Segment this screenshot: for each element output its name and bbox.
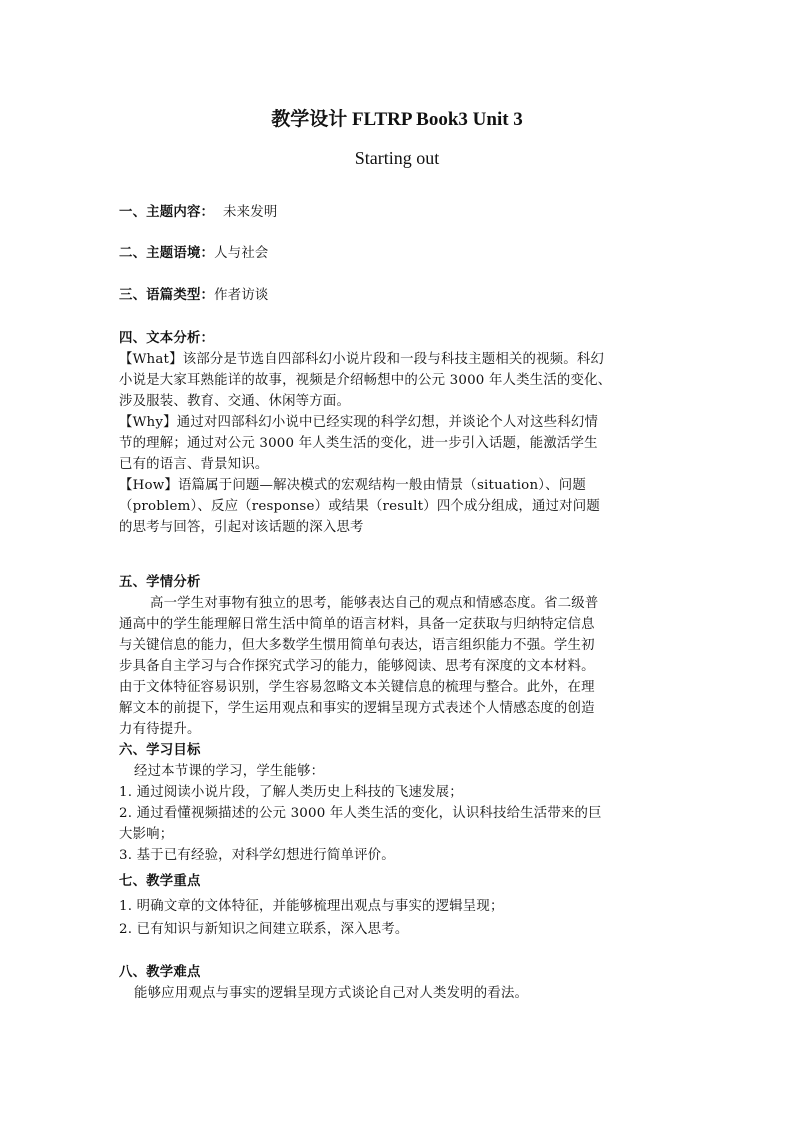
section-text-analysis [119, 328, 679, 538]
section-topic-content [119, 202, 679, 223]
paragraph-line: 节的理解；通过对公元 3000 年人类生活的变化，进一步引入话题，能激活学生 [119, 436, 598, 451]
section-value: 未来发明 [214, 205, 278, 220]
section-teaching-difficulty [119, 962, 679, 1004]
paragraph-line: 高一学生对事物有独立的思考，能够表达自己的观点和情感态度。省二级普 [150, 596, 599, 611]
page-title: 教学设计 FLTRP Book3 Unit 3 [271, 109, 523, 130]
list-item: 1. 明确文章的文体特征，并能够梳理出观点与事实的逻辑呈现； [119, 899, 504, 914]
page-subtitle: Starting out [354, 148, 440, 168]
section-heading: 一、主题内容： [119, 204, 215, 220]
section-heading: 六、学习目标 [119, 742, 201, 758]
paragraph-line: 解文本的前提下，学生运用观点和事实的逻辑呈现方式表述个人情感态度的创造 [119, 701, 595, 716]
section-heading: 五、学情分析 [119, 574, 201, 590]
paragraph-line: 【Why】通过对四部科幻小说中已经实现的科学幻想，并谈论个人对这些科幻情 [119, 415, 599, 430]
list-item: 大影响； [119, 827, 174, 842]
paragraph-line: 力有待提升。 [119, 722, 201, 737]
section-learner-analysis [119, 572, 679, 740]
paragraph-line: 【How】语篇属于问题—解决模式的宏观结构一般由情景（situation）、问题 [119, 478, 586, 493]
section-text-type [119, 285, 679, 306]
paragraph-line: 已有的语言、背景知识。 [119, 457, 269, 472]
paragraph-line: （problem）、反应（response）或结果（result）四个成分组成，通过对问题 [119, 499, 600, 514]
paragraph-line: 的思考与回答，引起对该话题的深入思考 [119, 520, 364, 535]
paragraph-line: 由于文体特征容易识别，学生容易忽略文本关键信息的梳理与整合。此外，在理 [119, 680, 595, 695]
paragraph-line: 小说是大家耳熟能详的故事，视频是介绍畅想中的公元 3000 年人类生活的变化、 [119, 373, 612, 388]
section-value: 人与社会 [214, 246, 269, 261]
paragraph-line: 经过本节课的学习，学生能够： [134, 764, 325, 779]
list-item: 3. 基于已有经验，对科学幻想进行简单评价。 [119, 848, 395, 863]
section-teaching-focus [119, 871, 679, 940]
paragraph-line: 能够应用观点与事实的逻辑呈现方式谈论自己对人类发明的看法。 [134, 986, 529, 1001]
list-item: 2. 通过看懂视频描述的公元 3000 年人类生活的变化，认识科技给生活带来的巨 [119, 806, 602, 821]
section-heading: 三、语篇类型： [119, 287, 215, 303]
section-value: 作者访谈 [214, 288, 269, 303]
section-topic-context [119, 243, 679, 264]
section-heading: 四、文本分析： [119, 330, 215, 346]
paragraph-line: 【What】该部分是节选自四部科幻小说片段和一段与科技主题相关的视频。科幻 [119, 352, 605, 367]
section-learning-objectives [119, 740, 679, 866]
list-item: 1. 通过阅读小说片段，了解人类历史上科技的飞速发展； [119, 785, 463, 800]
paragraph-line: 通高中的学生能理解日常生活中简单的语言材料，具备一定获取与归纳特定信息 [119, 617, 595, 632]
paragraph-line: 与关键信息的能力，但大多数学生惯用简单句表达，语言组织能力不强。学生初 [119, 638, 595, 653]
section-heading: 二、主题语境： [119, 245, 215, 261]
section-heading: 八、教学难点 [119, 964, 201, 980]
paragraph-line: 步具备自主学习与合作探究式学习的能力，能够阅读、思考有深度的文本材料。 [119, 659, 595, 674]
section-heading: 七、教学重点 [119, 873, 201, 889]
paragraph-line: 涉及服装、教育、交通、休闲等方面。 [119, 394, 351, 409]
list-item: 2. 已有知识与新知识之间建立联系，深入思考。 [119, 922, 409, 937]
